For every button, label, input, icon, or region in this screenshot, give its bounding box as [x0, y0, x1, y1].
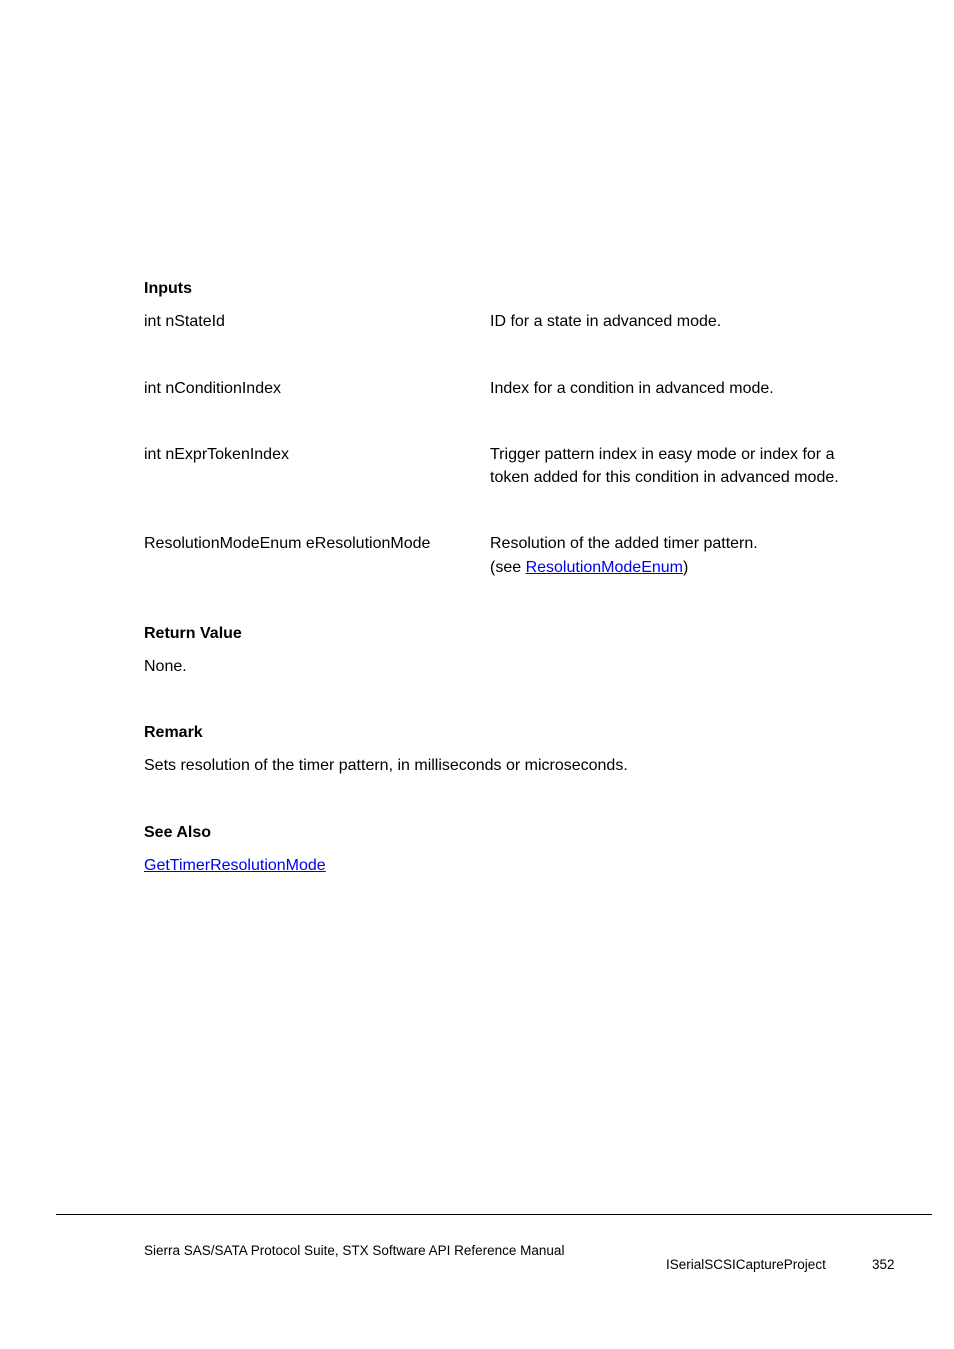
resolutionmodeenum-link[interactable]: ResolutionModeEnum	[525, 559, 683, 576]
param-name-nconditionindex: int nConditionIndex	[144, 380, 281, 397]
remark-heading: Remark	[144, 724, 203, 741]
footer-page-number: 352	[872, 1257, 895, 1272]
param-name-nexprtokenindex: int nExprTokenIndex	[144, 446, 289, 463]
param-desc-nexprtokenindex-line2: token added for this condition in advanced mode.	[490, 469, 839, 486]
footer-section-name: ISerialSCSICaptureProject	[666, 1257, 826, 1272]
return-value-text: None.	[144, 658, 187, 675]
footer-manual-title: Sierra SAS/SATA Protocol Suite, STX Software API Reference Manual	[144, 1243, 565, 1258]
param-name-nstateid: int nStateId	[144, 313, 225, 330]
param-desc-nconditionindex: Index for a condition in advanced mode.	[490, 380, 774, 397]
see-suffix: )	[683, 559, 689, 576]
param-desc-nexprtokenindex-line1: Trigger pattern index in easy mode or index for a	[490, 446, 835, 463]
return-value-heading: Return Value	[144, 625, 242, 642]
remark-text: Sets resolution of the timer pattern, in milliseconds or microseconds.	[144, 757, 628, 774]
gettimerresolutionmode-link[interactable]: GetTimerResolutionMode	[144, 857, 326, 874]
see-also-entry	[144, 854, 326, 877]
param-desc-eresolutionmode-see	[490, 556, 688, 579]
inputs-heading: Inputs	[144, 280, 192, 297]
see-prefix: (see	[490, 559, 526, 576]
see-also-heading: See Also	[144, 824, 211, 841]
param-desc-nstateid: ID for a state in advanced mode.	[490, 313, 722, 330]
param-desc-eresolutionmode-line1: Resolution of the added timer pattern.	[490, 535, 758, 552]
param-name-eresolutionmode: ResolutionModeEnum eResolutionMode	[144, 535, 431, 552]
footer-rule	[56, 1214, 932, 1215]
